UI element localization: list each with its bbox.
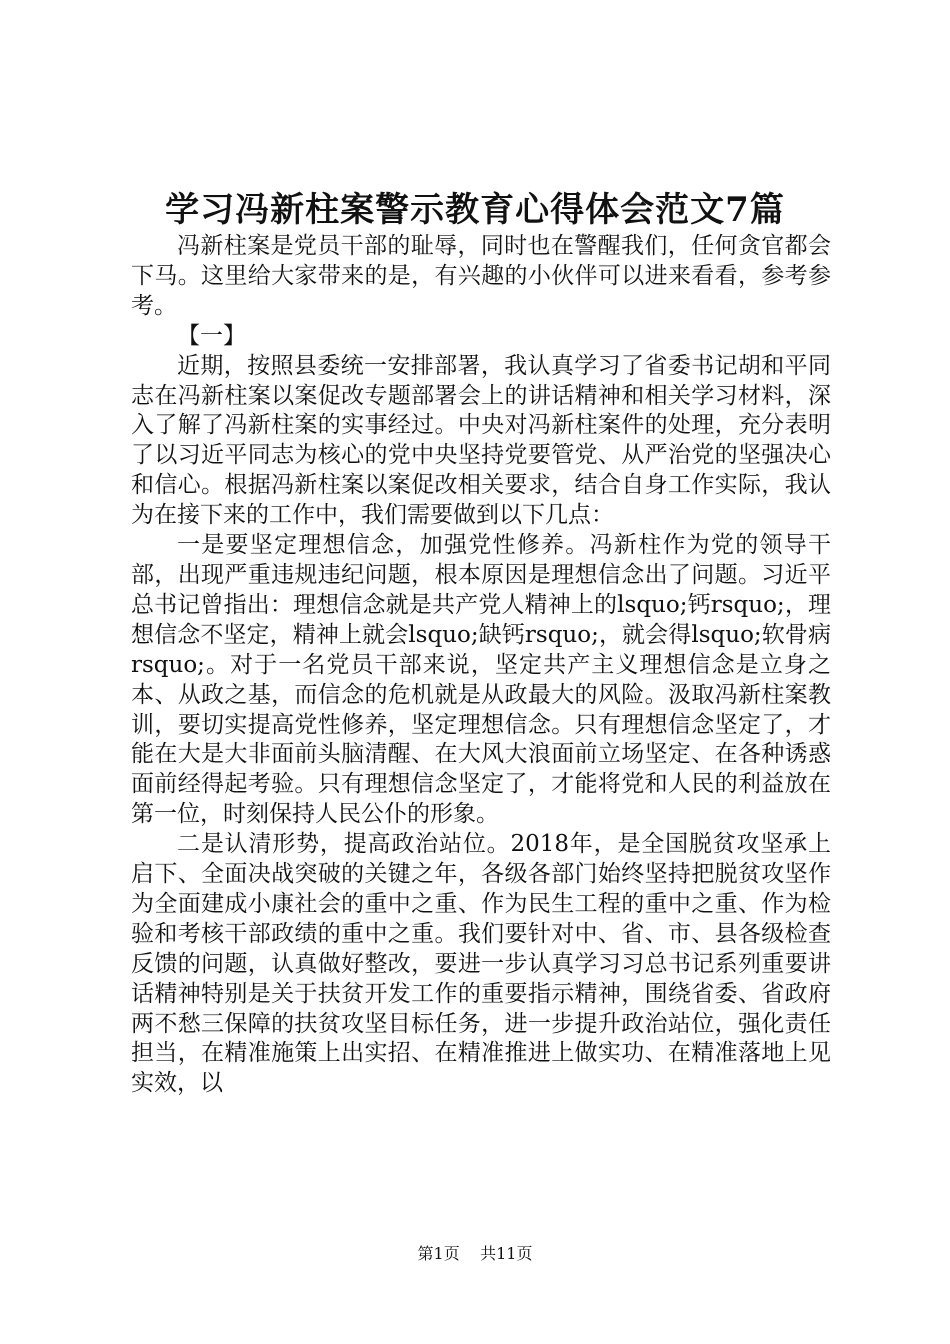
intro-paragraph: 冯新柱案是党员干部的耻辱，同时也在警醒我们，任何贪官都会下马。这里给大家带来的是，有兴趣的小伙伴可以进来看看，参考参考。 [131,233,831,319]
document-body [131,232,831,1099]
page-number: 第1页 [417,1244,460,1263]
section-heading-one: 【一】 [177,322,246,349]
body-paragraph: 二是认清形势，提高政治站位。2018年，是全国脱贫攻坚承上启下、全面决战突破的关键之年，各级各部门始终坚持把脱贫攻坚作为全面建成小康社会的重中之重、作为民生工程的重中之重、作为检验和考核干部政绩的重中之重。我们要针对中、省、市、县各级检查反馈的问题，认真做好整改，要进一步认真学习习总书记系列重要讲话精神特别是关于扶贫开发工作的重要指示精神，围绕省委、省政府两不愁三保障的扶贫攻坚目标任务，进一步提升政治站位，强化责任担当，在精准施策上出实招、在精准推进上做实功、在精准落地上见实效，以 [131,831,831,1097]
document-title: 学习冯新柱案警示教育心得体会范文7篇 [165,190,785,230]
page-footer [0,1243,950,1265]
page-total: 共11页 [480,1244,533,1263]
body-paragraph: 一是要坚定理想信念，加强党性修养。冯新柱作为党的领导干部，出现严重违规违纪问题，根本原因是理想信念出了问题。习近平总书记曾指出：理想信念就是共产党人精神上的lsquo;钙rsquo;，理想信念不坚定，精神上就会lsquo;缺钙rsquo;，就会得lsquo;软骨病rsquo;。对于一名党员干部来说，坚定共产主义理想信念是立身之本、从政之基，而信念的危机就是从政最大的风险。汲取冯新柱案教训，要切实提高党性修养，坚定理想信念。只有理想信念坚定了，才能在大是大非面前头脑清醒、在大风大浪面前立场坚定、在各种诱惑面前经得起考验。只有理想信念坚定了，才能将党和人民的利益放在第一位，时刻保持人民公仆的形象。 [131,532,831,828]
body-paragraph: 近期，按照县委统一安排部署，我认真学习了省委书记胡和平同志在冯新柱案以案促改专题部署会上的讲话精神和相关学习材料，深入了解了冯新柱案的实事经过。中央对冯新柱案件的处理，充分表明了以习近平同志为核心的党中央坚持党要管党、从严治党的坚强决心和信心。根据冯新柱案以案促改相关要求，结合自身工作实际，我认为在接下来的工作中，我们需要做到以下几点： [131,352,831,529]
